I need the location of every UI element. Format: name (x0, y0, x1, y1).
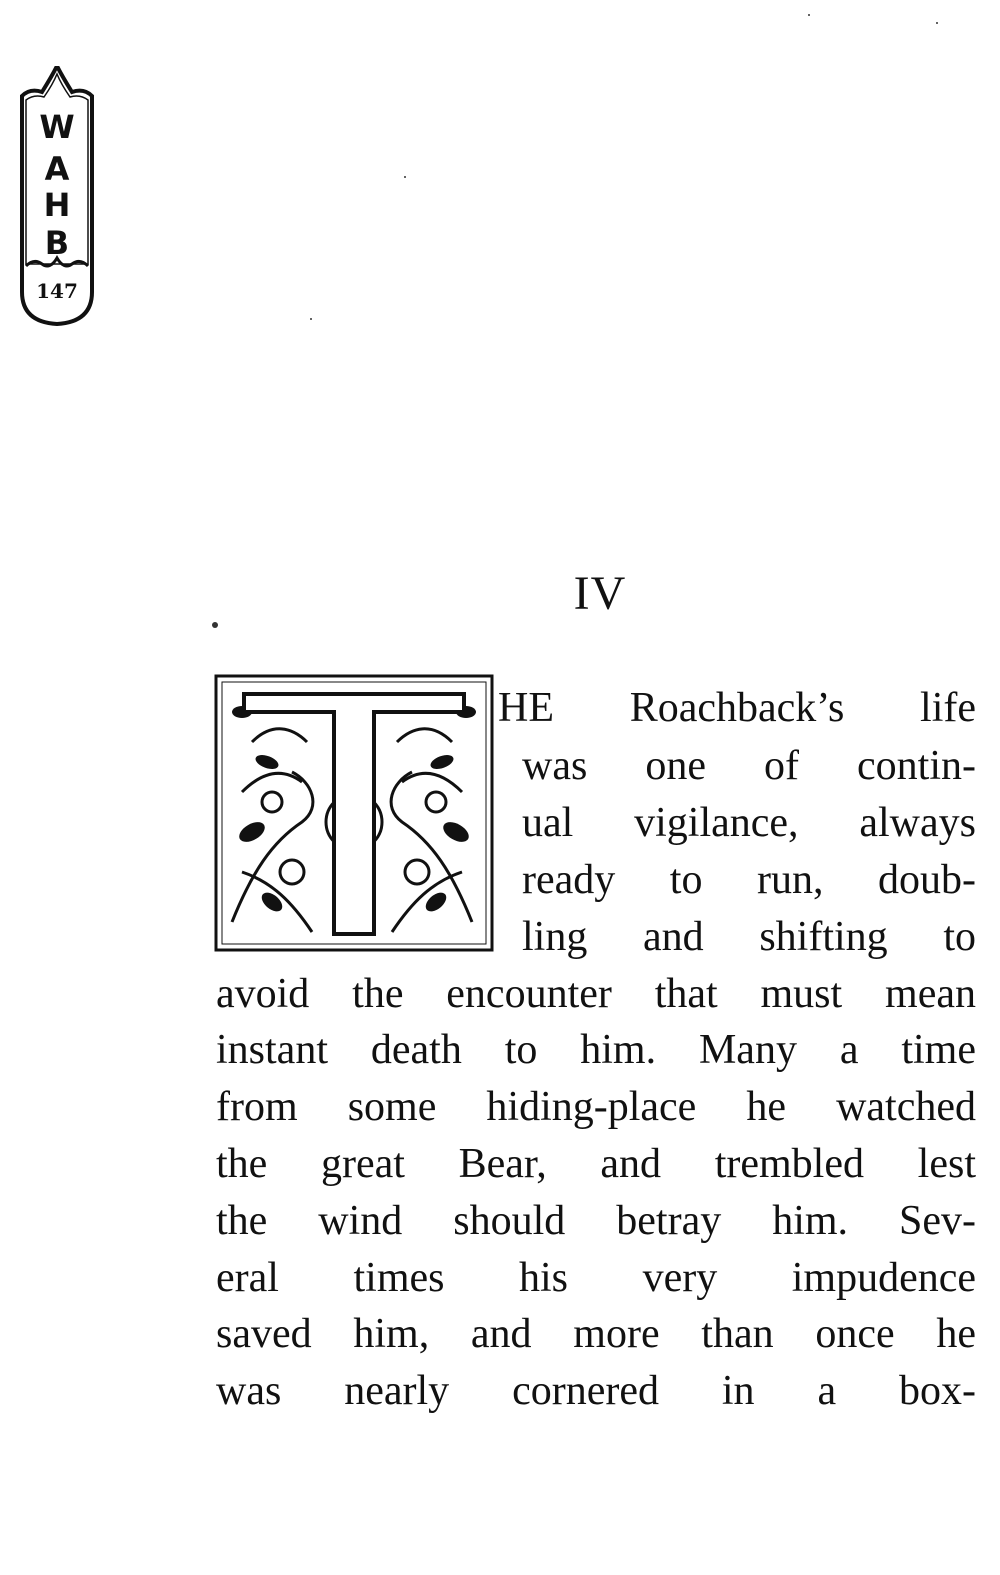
paragraph-line: saved him, and more than once he (216, 1311, 976, 1357)
paragraph-line: avoid the encounter that must mean (216, 971, 976, 1017)
ornamental-drop-cap (212, 672, 496, 954)
paragraph-line: the wind should betray him. Sev- (216, 1198, 976, 1244)
paragraph-line: HE Roachback’s life (498, 685, 976, 731)
scan-speck (936, 22, 938, 24)
paragraph-line: ling and shifting to (522, 914, 976, 960)
floral-initial-icon (212, 672, 496, 954)
paragraph-line: from some hiding-place he watched (216, 1084, 976, 1130)
badge-letter-h: H (43, 186, 71, 224)
scan-speck (808, 14, 810, 16)
paragraph-line: eral times his very impudence (216, 1255, 976, 1301)
badge-letter-w: W (39, 108, 75, 146)
paragraph-line: instant death to him. Many a time (216, 1027, 976, 1073)
scan-speck (310, 318, 312, 320)
wahb-margin-badge (16, 66, 98, 328)
paragraph-line: ready to run, doub- (522, 857, 976, 903)
paragraph-line: was nearly cornered in a box- (216, 1368, 976, 1414)
badge-letter-a: A (44, 150, 70, 188)
chapter-heading: IV (573, 567, 627, 620)
scan-speck (212, 622, 218, 628)
paragraph-line: the great Bear, and trembled lest (216, 1141, 976, 1187)
paragraph-line: was one of contin- (522, 743, 976, 789)
badge-letter-b: B (44, 224, 70, 262)
scan-speck (404, 176, 406, 178)
shield-icon (16, 66, 98, 328)
badge-page-number: 147 (36, 279, 78, 303)
paragraph-line: ual vigilance, always (522, 800, 976, 846)
